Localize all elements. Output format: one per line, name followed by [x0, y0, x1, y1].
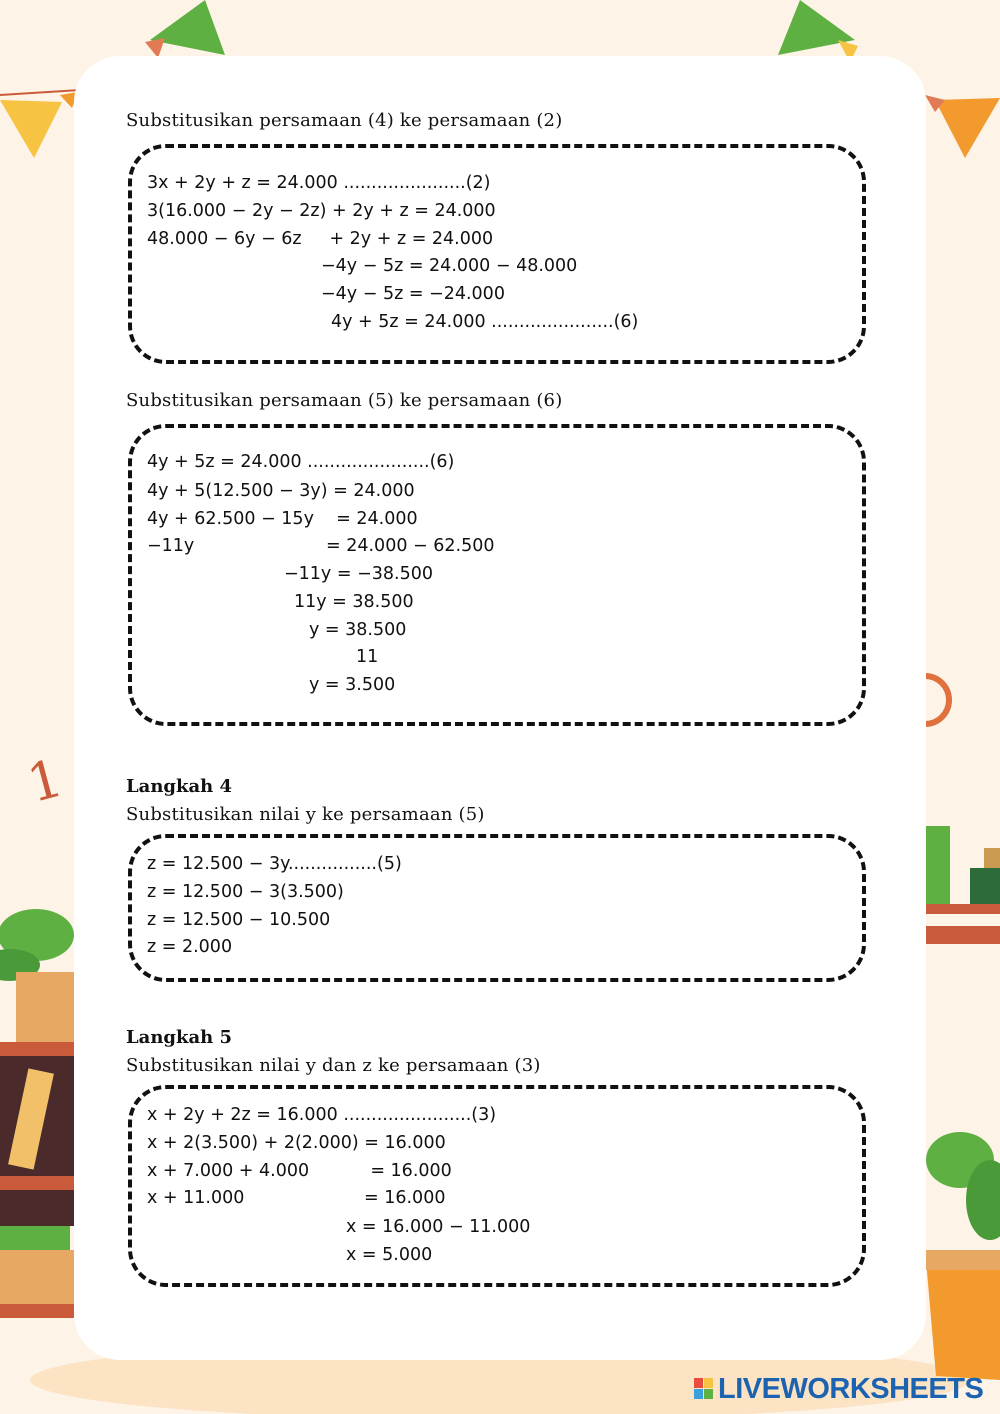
equation-line: z = 2.000	[147, 937, 233, 957]
equation-line: y = 38.500	[309, 620, 407, 640]
equation-line: 3x + 2y + z = 24.000 ......................(2)	[147, 173, 491, 193]
equation-line: 4y + 62.500 − 15y = 24.000	[147, 509, 418, 529]
equation-line: −4y − 5z = 24.000 − 48.000	[321, 256, 578, 276]
equation-line: 4y + 5z = 24.000 ......................(6)	[331, 312, 639, 332]
equation-line: 11y = 38.500	[294, 592, 414, 612]
equation-line: x + 7.000 + 4.000 = 16.000	[147, 1161, 452, 1181]
equation-line: = 16.000	[364, 1188, 446, 1208]
equation-line: x + 11.000	[147, 1188, 245, 1208]
instruction-substitute-4-into-2: Substitusikan persamaan (4) ke persamaan (2)	[126, 110, 563, 131]
liveworksheets-logo-icon	[694, 1378, 714, 1400]
equation-line: −4y − 5z = −24.000	[321, 284, 505, 304]
equation-line: x = 16.000 − 11.000	[346, 1217, 531, 1237]
equation-line: 4y + 5z = 24.000 ......................(6)	[147, 452, 455, 472]
equation-line: x + 2(3.500) + 2(2.000) = 16.000	[147, 1133, 446, 1153]
liveworksheets-logo[interactable]: LIVEWORKSHEETS	[718, 1373, 984, 1405]
step-5-heading: Langkah 5	[126, 1027, 233, 1048]
equation-line: 48.000 − 6y − 6z + 2y + z = 24.000	[147, 229, 494, 249]
equation-line: x + 2y + 2z = 16.000 .......................(3)	[147, 1105, 497, 1125]
equation-line: −11y = −38.500	[284, 564, 433, 584]
equation-line: = 24.000 − 62.500	[326, 536, 495, 556]
equation-line: z = 12.500 − 3y................(5)	[147, 854, 402, 874]
equation-line: z = 12.500 − 3(3.500)	[147, 882, 344, 902]
equation-line: −11y	[147, 536, 195, 556]
equation-line: z = 12.500 − 10.500	[147, 910, 331, 930]
equation-line: y = 3.500	[309, 675, 396, 695]
svg-text:1: 1	[21, 748, 69, 815]
step-4-heading: Langkah 4	[126, 776, 233, 797]
instruction-substitute-5-into-6: Substitusikan persamaan (5) ke persamaan (6)	[126, 390, 563, 411]
instruction-substitute-y-z-into-3: Substitusikan nilai y dan z ke persamaan (3)	[126, 1055, 541, 1076]
equation-line: x = 5.000	[346, 1245, 433, 1265]
fraction-denominator: 11	[356, 647, 379, 667]
equation-line: 3(16.000 − 2y − 2z) + 2y + z = 24.000	[147, 201, 496, 221]
equation-line: 4y + 5(12.500 − 3y) = 24.000	[147, 481, 415, 501]
instruction-substitute-y-into-5: Substitusikan nilai y ke persamaan (5)	[126, 804, 485, 825]
